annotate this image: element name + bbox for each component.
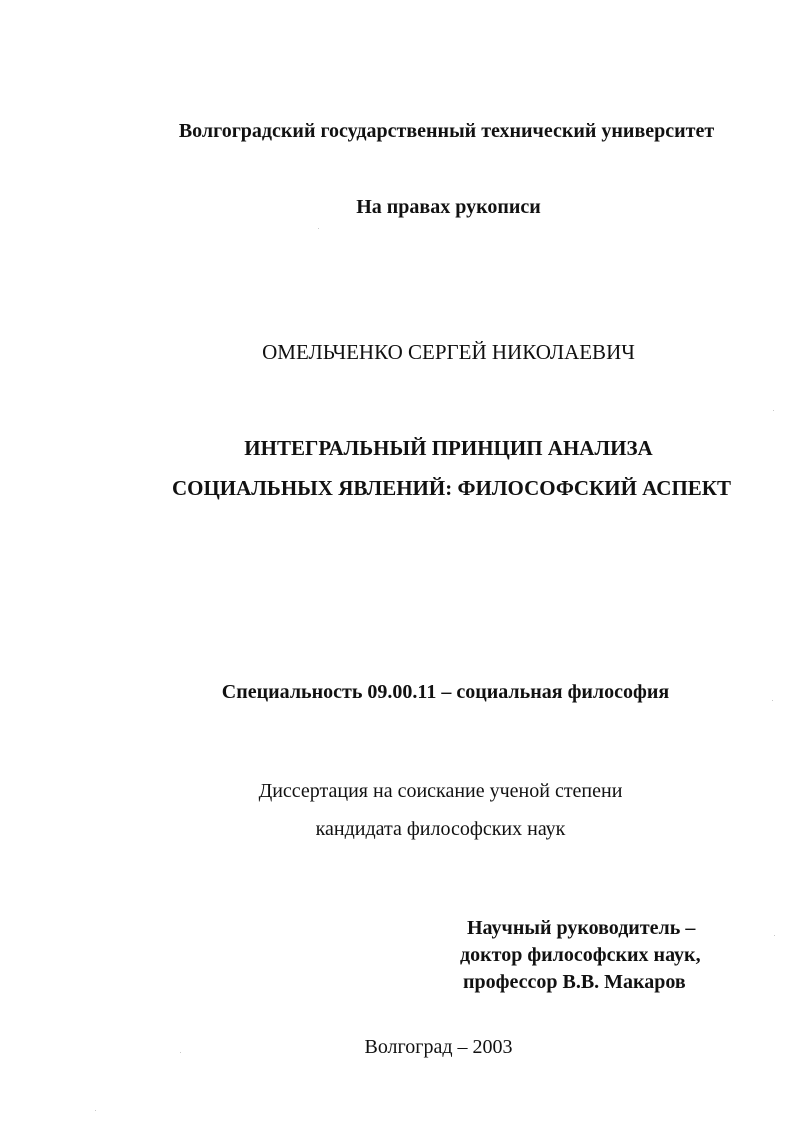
scan-speck xyxy=(95,1110,96,1111)
specialty-line: Специальность 09.00.11 – социальная философия xyxy=(221,681,670,703)
supervisor-line-1: Научный руководитель – xyxy=(467,917,696,939)
supervisor-line-2: доктор философских наук, xyxy=(460,944,701,966)
supervisor-block xyxy=(456,915,776,996)
author-name: ОМЕЛЬЧЕНКО СЕРГЕЙ НИКОЛАЕВИЧ xyxy=(262,340,635,364)
university-name: Волгоградский государственный технический университет xyxy=(178,120,715,142)
manuscript-rights-note: На правах рукописи xyxy=(356,196,541,218)
scan-speck xyxy=(774,935,775,936)
degree-line-1: Диссертация на соискание ученой степени xyxy=(258,780,623,802)
scan-speck xyxy=(318,228,319,229)
dissertation-title-line-2: СОЦИАЛЬНЫХ ЯВЛЕНИЙ: ФИЛОСОФСКИЙ АСПЕКТ xyxy=(171,476,732,500)
scan-speck xyxy=(180,1052,181,1053)
supervisor-line-3: профессор В.В. Макаров xyxy=(463,971,686,993)
scan-speck xyxy=(772,700,773,701)
dissertation-title-line-1: ИНТЕГРАЛЬНЫЙ ПРИНЦИП АНАЛИЗА xyxy=(244,436,653,460)
city-and-year: Волгоград – 2003 xyxy=(364,1036,513,1058)
scan-speck xyxy=(773,410,774,411)
degree-line-2: кандидата философских наук xyxy=(315,818,566,840)
